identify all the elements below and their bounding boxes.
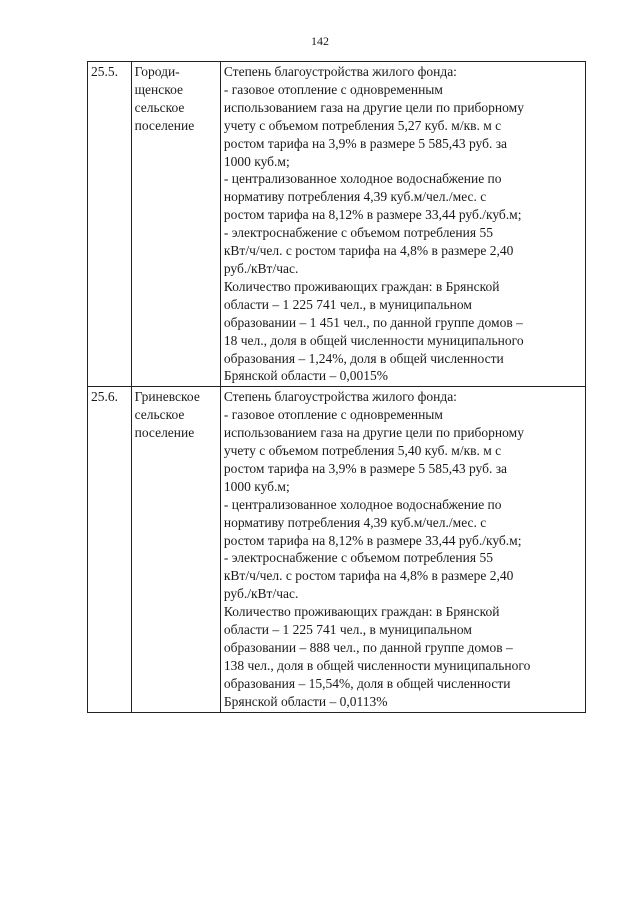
row-number-cell <box>88 62 132 387</box>
description-line: ростом тарифа на 3,9% в размере 5 585,43 руб. за <box>223 135 508 151</box>
page-number: 142 <box>311 34 329 48</box>
description-cell <box>220 387 585 712</box>
settlement-name-line: Гриневское <box>134 389 200 405</box>
table-row <box>88 62 586 387</box>
description-line: использованием газа на другие цели по приборному <box>223 99 524 115</box>
settlement-name-cell <box>131 387 220 712</box>
description-cell <box>220 62 585 387</box>
description-line: - централизованное холодное водоснабжение по <box>223 171 502 187</box>
description-line: 138 чел., доля в общей численности муниципального <box>223 657 531 673</box>
description-line: ростом тарифа на 3,9% в размере 5 585,43 руб. за <box>223 460 508 476</box>
description-line: Количество проживающих граждан: в Брянской <box>223 604 500 620</box>
settlement-table <box>87 61 586 713</box>
description-line: 1000 куб.м; <box>223 153 290 169</box>
description-line: ростом тарифа на 8,12% в размере 33,44 руб./куб.м; <box>223 532 522 548</box>
description-line: - газовое отопление с одновременным <box>223 407 443 423</box>
description-line: учету с объемом потребления 5,40 куб. м/кв. м с <box>223 443 502 459</box>
description-line: Степень благоустройства жилого фонда: <box>223 389 457 405</box>
table-row <box>88 387 586 712</box>
description-line: области – 1 225 741 чел., в муниципальном <box>223 622 472 638</box>
description-line: области – 1 225 741 чел., в муниципальном <box>223 296 472 312</box>
description-line: Количество проживающих граждан: в Брянской <box>223 278 500 294</box>
description-line: образования – 1,24%, доля в общей численности <box>223 350 504 366</box>
description-line: ростом тарифа на 8,12% в размере 33,44 руб./куб.м; <box>223 207 522 223</box>
description-line: использованием газа на другие цели по приборному <box>223 425 524 441</box>
row-number-cell <box>88 387 132 712</box>
description-line: кВт/ч/чел. с ростом тарифа на 4,8% в размере 2,40 <box>223 243 514 259</box>
description-line: кВт/ч/чел. с ростом тарифа на 4,8% в размере 2,40 <box>223 568 514 584</box>
description-line: 1000 куб.м; <box>223 478 290 494</box>
row-number: 25.5. <box>91 64 118 79</box>
settlement-name-cell <box>131 62 220 387</box>
description-line: - централизованное холодное водоснабжение по <box>223 496 502 512</box>
description-line: образования – 15,54%, доля в общей численности <box>223 675 511 691</box>
description-line: - электроснабжение с объемом потребления 55 <box>223 225 493 241</box>
settlement-name-line: Городи- <box>134 64 180 79</box>
description-line: - газовое отопление с одновременным <box>223 81 443 97</box>
description-line: Брянской области – 0,0113% <box>223 693 388 709</box>
settlement-name-line: поселение <box>134 425 195 441</box>
description-line: учету с объемом потребления 5,27 куб. м/кв. м с <box>223 117 502 133</box>
description-line: нормативу потребления 4,39 куб.м/чел./мес. с <box>223 189 487 205</box>
description-line: 18 чел., доля в общей численности муниципального <box>223 332 524 348</box>
description-line: руб./кВт/час. <box>223 586 299 602</box>
description-line: нормативу потребления 4,39 куб.м/чел./мес. с <box>223 514 487 530</box>
description-line: руб./кВт/час. <box>223 260 299 276</box>
settlement-name-line: сельское <box>134 99 185 115</box>
table-body <box>88 62 586 713</box>
description-line: Брянской области – 0,0015% <box>223 368 389 384</box>
description-line: - электроснабжение с объемом потребления 55 <box>223 550 493 566</box>
description-line: образовании – 888 чел., по данной группе домов – <box>223 640 513 655</box>
settlement-name-line: щенское <box>134 81 183 97</box>
description-line: Степень благоустройства жилого фонда: <box>223 64 457 79</box>
description-line: образовании – 1 451 чел., по данной группе домов – <box>223 314 523 330</box>
settlement-name-line: поселение <box>134 117 195 133</box>
settlement-name-line: сельское <box>134 407 185 423</box>
row-number: 25.6. <box>91 389 118 405</box>
